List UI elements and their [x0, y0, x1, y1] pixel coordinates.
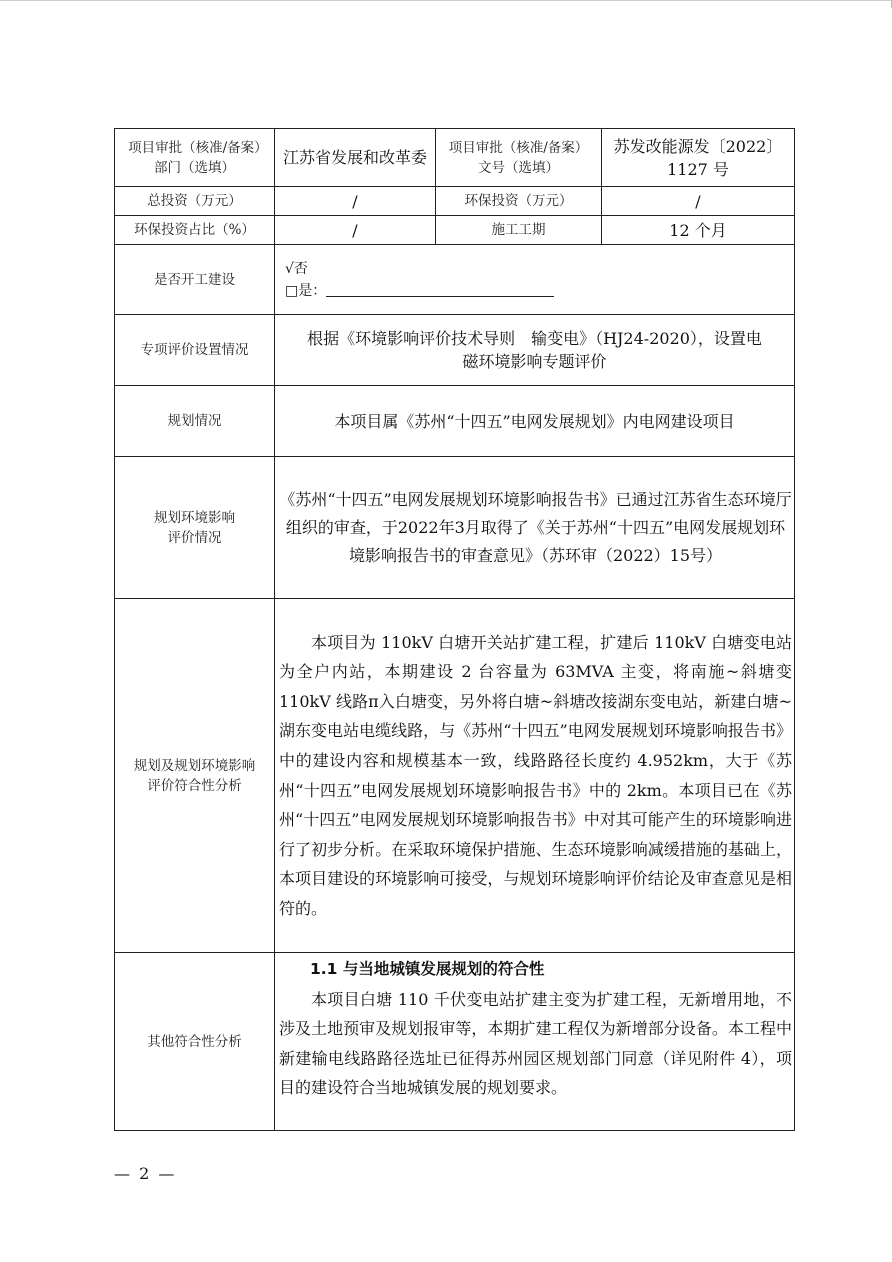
table-row: [115, 216, 795, 245]
other-conformity-text: 本项目白塘 110 千伏变电站扩建主变为扩建工程，无新增用地，不涉及土地预审及规划报审等，本期扩建工程仅为新增部分设备。本工程中新建输电线路路径选址已征得苏州园区规划部门同意（详见附件 4），项目的建设符合当地城镇发展的规划要求。: [279, 989, 792, 1098]
planning-label: 规划情况: [115, 386, 275, 457]
table-row: [115, 129, 795, 187]
other-conformity-value: [275, 953, 795, 1131]
conformity-label-line-1: 规划及规划环境影响: [133, 757, 256, 774]
planning-eia-label-line-1: 规划环境影响: [154, 509, 235, 526]
table-row: [115, 953, 795, 1131]
planning-eia-text: 《苏州“十四五”电网发展规划环境影响报告书》已通过江苏省生态环境厅组织的审查，于2022年3月取得了《关于苏州“十四五”电网发展规划环境影响报告书的审查意见》（苏环审（2022）15号）: [279, 489, 792, 565]
table-row: [115, 245, 795, 315]
table-row: [115, 599, 795, 953]
table-row: [115, 457, 795, 599]
conformity-label-line-2: 评价符合性分析: [147, 777, 242, 794]
planning-eia-label-line-2: 评价情况: [167, 529, 222, 546]
construction-period-value: 12 个月: [602, 216, 795, 245]
option-no: √否: [285, 260, 308, 277]
env-investment-label: 环保投资（万元）: [436, 187, 602, 216]
special-eval-line-1: 根据《环境影响评价技术导则 输变电》（HJ24-2020），设置电: [307, 329, 762, 348]
special-eval-label: 专项评价设置情况: [115, 315, 275, 386]
project-info-table: [114, 128, 795, 1131]
table-row: [115, 187, 795, 216]
conformity-value: [275, 599, 795, 953]
total-investment-value: /: [275, 187, 436, 216]
approval-dept-value: 江苏省发展和改革委: [275, 129, 436, 187]
planning-value: 本项目属《苏州“十四五”电网发展规划》内电网建设项目: [275, 386, 795, 457]
special-eval-line-2: 磁环境影响专题评价: [462, 352, 607, 371]
construction-started-label: 是否开工建设: [115, 245, 275, 315]
page-number: — 2 —: [114, 1164, 177, 1183]
planning-eia-value: [275, 457, 795, 599]
construction-started-options: [275, 245, 795, 315]
other-conformity-label: 其他符合性分析: [115, 953, 275, 1131]
env-ratio-value: /: [275, 216, 436, 245]
total-investment-label: 总投资（万元）: [115, 187, 275, 216]
section-title: 1.1 与当地城镇发展规划的符合性: [310, 960, 545, 978]
fill-in-blank: [326, 281, 554, 297]
option-yes-line: [285, 280, 794, 302]
approval-dept-label: 项目审批（核准/备案）部门（选填）: [115, 129, 275, 187]
conformity-label: [115, 599, 275, 953]
approval-docno-value: 苏发改能源发〔2022〕1127 号: [602, 129, 795, 187]
approval-docno-label: 项目审批（核准/备案）文号（选填）: [436, 129, 602, 187]
construction-period-label: 施工工期: [436, 216, 602, 245]
option-yes: □是：: [285, 282, 327, 299]
table-row: [115, 386, 795, 457]
conformity-text: 本项目为 110kV 白塘开关站扩建工程，扩建后 110kV 白塘变电站为全户内站，本期建设 2 台容量为 63MVA 主变，将南施~斜塘变 110kV 线路π入白塘变，另外将白塘~斜塘改接湖东变电站，新建白塘~湖东变电站电缆线路，与《苏州“十四五”电网发展规划环境影响报告书》中的建设内容和规模基本一致，线路路径长度约 4.952km，大于《苏州“十四五”电网发展规划环境影响报告书》中的 2km。本项目已在《苏州“十四五”电网发展规划环境影响报告书》中对其可能产生的环境影响进行了初步分析。在采取环境保护措施、生态环境影响减缓措施的基础上，本项目建设的环境影响可接受，与规划环境影响评价结论及审查意见是相符的。: [279, 632, 792, 918]
planning-eia-label: [115, 457, 275, 599]
page-top-border: [0, 0, 892, 1]
special-eval-value: [275, 315, 795, 386]
env-ratio-label: 环保投资占比（%）: [115, 216, 275, 245]
table-row: [115, 315, 795, 386]
env-investment-value: /: [602, 187, 795, 216]
